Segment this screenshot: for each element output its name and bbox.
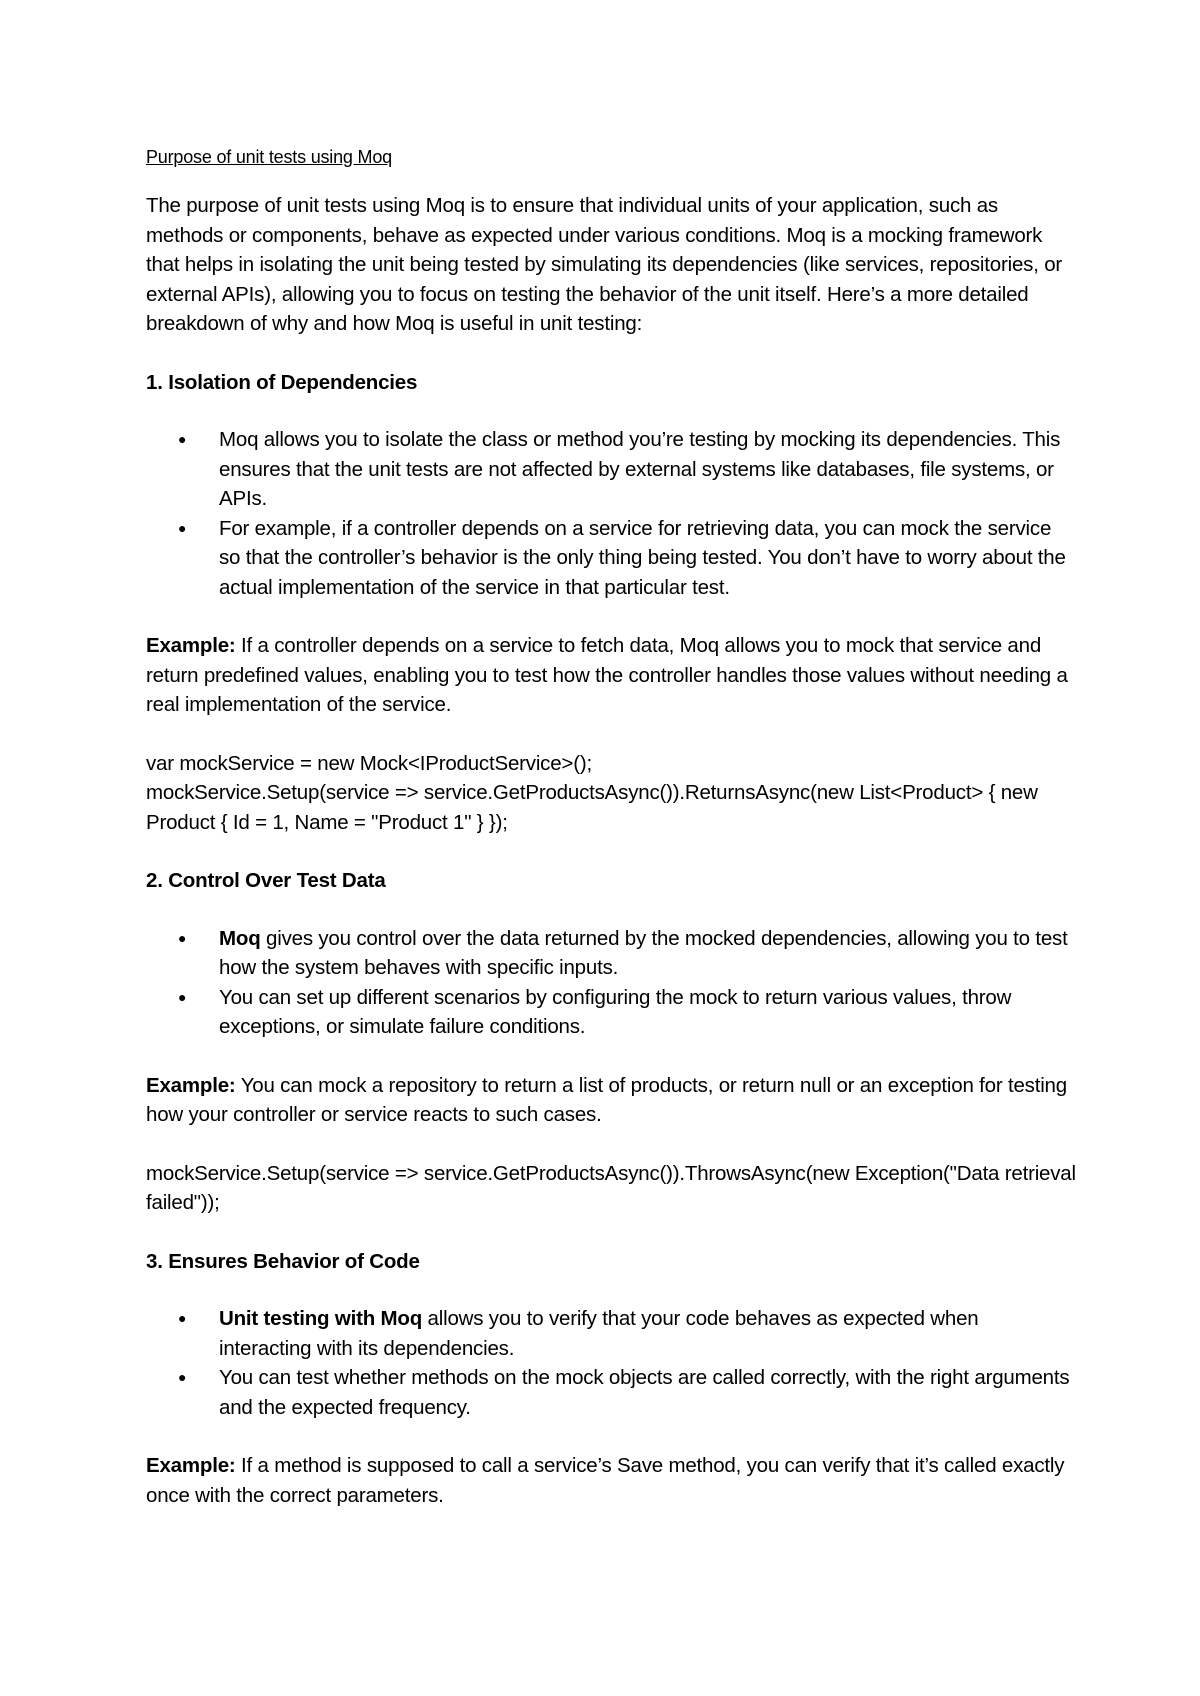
example-paragraph: Example: If a method is supposed to call a service’s Save method, you can verify that it’s called exactly once with the correct parameters. bbox=[146, 1454, 1065, 1507]
example-label: Example: bbox=[146, 1454, 236, 1477]
bullet-icon: ● bbox=[178, 1310, 187, 1326]
bullet-icon: ● bbox=[178, 431, 187, 447]
document-title: Purpose of unit tests using Moq bbox=[146, 147, 392, 167]
bullet-list-control bbox=[146, 924, 1076, 1042]
list-item: ● Moq allows you to isolate the class or method you’re testing by mocking its dependencies. This ensures that the unit tests are not affected by external systems like databases, file systems, or APIs. bbox=[219, 425, 1076, 514]
list-item: ● Moq gives you control over the data returned by the mocked dependencies, allowing you to test how the system behaves with specific inputs. bbox=[219, 924, 1076, 983]
code-block bbox=[146, 1159, 1076, 1218]
bullet-icon: ● bbox=[178, 988, 187, 1005]
example-label: Example: bbox=[146, 634, 236, 657]
bullet-icon: ● bbox=[178, 519, 187, 536]
code-line: var mockService = new Mock<IProductService>(); bbox=[146, 751, 592, 775]
list-item: ● Unit testing with Moq allows you to verify that your code behaves as expected when interacting with its dependencies. bbox=[219, 1304, 1076, 1363]
code-block bbox=[146, 749, 1076, 838]
list-item: ● You can test whether methods on the mock objects are called correctly, with the right arguments and the expected frequency. bbox=[219, 1363, 1076, 1422]
example-paragraph: Example: If a controller depends on a service to fetch data, Moq allows you to mock that service and return predefined values, enabling you to test how the controller handles those values without needing a real implementation of the service. bbox=[146, 634, 1068, 716]
bullet-icon: ● bbox=[178, 1369, 187, 1385]
intro-paragraph: The purpose of unit tests using Moq is to ensure that individual units of your application, such as methods or components, behave as expected under various conditions. Moq is a mocking framework that helps in isolating the unit being tested by simulating its dependencies (like services, repositories, or external APIs), allowing you to focus on testing the behavior of the unit itself. Here’s a more detailed breakdown of why and how Moq is useful in unit testing: bbox=[146, 194, 1063, 335]
section-heading-behavior: 3. Ensures Behavior of Code bbox=[146, 1249, 420, 1273]
section-heading-isolation: 1. Isolation of Dependencies bbox=[146, 370, 418, 394]
document-page bbox=[146, 145, 1076, 1539]
example-label: Example: bbox=[146, 1073, 236, 1097]
list-item: ● For example, if a controller depends on a service for retrieving data, you can mock the service so that the controller’s behavior is the only thing being tested. You don’t have to worry about the actual implementation of the service in that particular test. bbox=[219, 514, 1076, 603]
list-item: ● You can set up different scenarios by configuring the mock to return various values, throw exceptions, or simulate failure conditions. bbox=[219, 983, 1076, 1042]
code-line: mockService.Setup(service => service.GetProductsAsync()).ThrowsAsync(new Exception("Data retrieval failed")); bbox=[146, 1161, 1076, 1214]
bullet-list-isolation bbox=[146, 425, 1076, 602]
code-line: mockService.Setup(service => service.GetProductsAsync()).ReturnsAsync(new List<Product> { new Product { Id = 1, Name = "Product 1" } }); bbox=[146, 781, 1038, 834]
bullet-icon: ● bbox=[178, 929, 187, 946]
section-heading-control: 2. Control Over Test Data bbox=[146, 869, 386, 892]
bullet-list-behavior bbox=[146, 1304, 1076, 1422]
example-paragraph: Example: You can mock a repository to return a list of products, or return null or an exception for testing how your controller or service reacts to such cases. bbox=[146, 1073, 1067, 1126]
